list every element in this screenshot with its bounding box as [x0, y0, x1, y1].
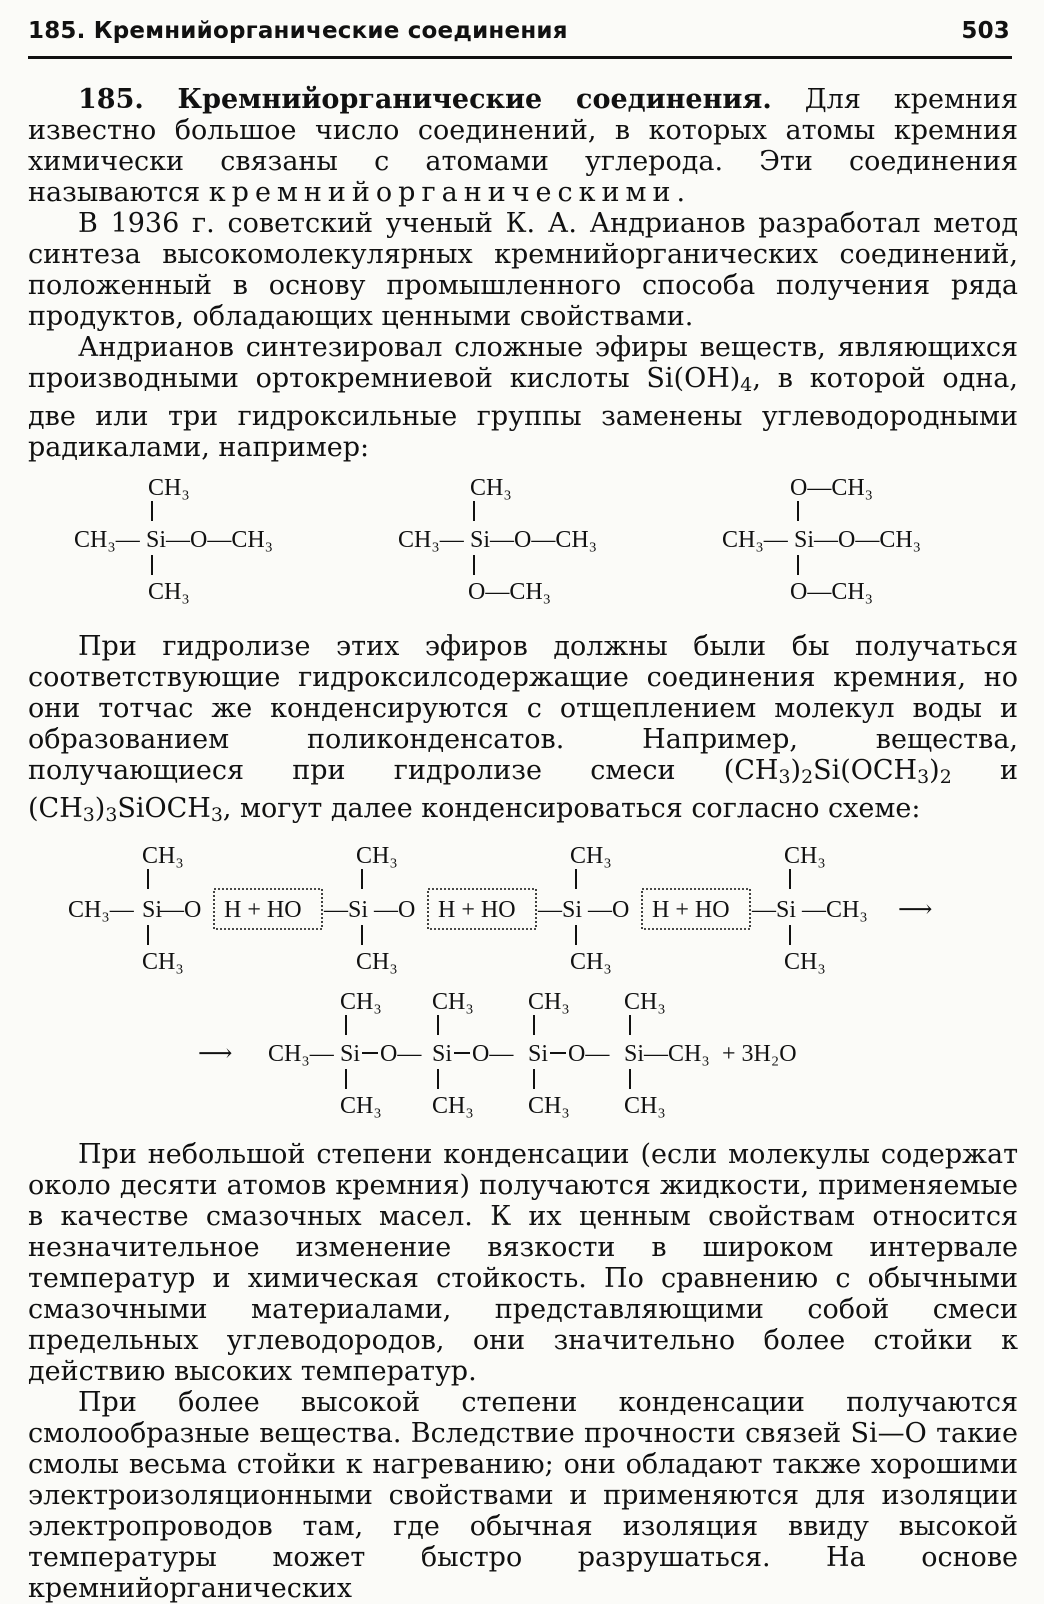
chem-label: CH₃ — [528, 989, 570, 1015]
hydrolysis-text: и (CH — [28, 755, 1018, 824]
chem-label: CH₃ — [570, 843, 612, 869]
ester-formulas — [28, 469, 1018, 619]
chem-label: CH₃— — [68, 897, 134, 923]
chem-label: Si — [528, 1041, 549, 1067]
chem-label: CH₃ — [432, 1093, 474, 1119]
chem-label: CH₃ — [340, 989, 382, 1015]
page-number: 503 — [961, 18, 1010, 44]
reaction-arrow: ⟶ — [898, 897, 933, 923]
chem-label: Si — [432, 1041, 453, 1067]
chem-label: + 3H₂O — [722, 1041, 797, 1067]
chem-label: O— — [380, 1041, 422, 1067]
esters-text-b: , в которой одна, две или три гидроксильные группы заменены углеводородными радикалами, например: — [28, 363, 1018, 463]
formula-methyltrimethoxysilane — [722, 475, 921, 605]
chem-label: CH₃ — [148, 579, 190, 605]
hydrolysis-text: ) — [790, 755, 802, 786]
hydrolysis-text: , могут далее конденсироваться согласно схеме: — [222, 793, 921, 824]
paragraph-esters — [28, 332, 1018, 463]
chem-label: CH₃ — [148, 475, 190, 501]
chem-label: H + HO — [224, 897, 302, 923]
intro-text: Для кремния известно большое число соединений, в которых атомы кремния химически связаны с атомами углерода. Эти соединения называются — [28, 84, 1018, 208]
condensation-scheme — [28, 837, 1018, 1127]
chem-label: CH₃— — [268, 1041, 334, 1067]
chem-label: Si — [794, 527, 815, 553]
section-title: 185. Кремнийорганические соединения. — [78, 84, 772, 115]
chem-label: O—CH₃ — [790, 579, 874, 605]
chem-label: O— — [568, 1041, 610, 1067]
subscript: 3 — [82, 804, 95, 826]
subscript: 3 — [105, 804, 118, 826]
chem-label: —Si — [324, 897, 369, 923]
chem-label: Si — [142, 897, 163, 923]
hydrolysis-text: SiOCH — [117, 793, 211, 824]
chem-label: O—CH₃ — [790, 475, 874, 501]
intro-end: . — [676, 177, 686, 208]
esters-text-a: Андрианов синтезировал сложные эфиры веществ, являющихся производными ортокремниевой кислоты Si(OH) — [28, 332, 1018, 394]
chem-label: —CH₃ — [644, 1041, 710, 1067]
condensation-scheme-svg — [28, 837, 1018, 1127]
subscript: 3 — [778, 766, 791, 788]
reaction-arrow: ⟶ — [198, 1041, 233, 1067]
chem-label: Si — [624, 1041, 645, 1067]
chem-label: CH₃ — [142, 949, 184, 975]
chem-label: —O—CH₃ — [166, 527, 274, 553]
chem-label: —CH₃ — [802, 897, 868, 923]
chem-label: —O — [588, 897, 630, 923]
chem-label: CH₃— — [398, 527, 464, 553]
hydrolysis-text: При гидролизе этих эфиров должны были бы получаться соответствующие гидроксилсодержащие соединения кремния, но они тотчас же конденсируются с отщеплением молекул воды и образованием поликонденсатов. Например, вещества, получающиеся при гидролизе смеси (CH — [28, 631, 1018, 786]
paragraph-resins: При более высокой степени конденсации получаются смолообразные вещества. Вследствие прочности связей Si—O такие смолы весьма стойки к нагреванию; они обладают также хорошими электроизоляционными свойствами и применяются для изоляции электропроводов там, где обычная изоляция ввиду высокой температуры может быстро разрушаться. На основе кремнийорганических — [28, 1387, 1018, 1604]
scheme-products — [198, 989, 797, 1119]
chem-label: —O—CH₃ — [490, 527, 598, 553]
chem-label: CH₃ — [432, 989, 474, 1015]
chem-label: CH₃ — [784, 843, 826, 869]
chem-label: —O — [160, 897, 202, 923]
esters-subscript: 4 — [740, 374, 753, 396]
chem-label: CH₃ — [784, 949, 826, 975]
chem-label: CH₃ — [624, 1093, 666, 1119]
chem-label: CH₃ — [624, 989, 666, 1015]
chem-label: H + HO — [652, 897, 730, 923]
paragraph-hydrolysis — [28, 631, 1018, 831]
hydrolysis-text: ) — [94, 793, 106, 824]
chem-label: Si — [470, 527, 491, 553]
formula-trimethylmethoxysilane — [74, 475, 273, 605]
chem-label: —O—CH₃ — [814, 527, 922, 553]
subscript: 3 — [917, 766, 930, 788]
chem-label: —Si — [538, 897, 583, 923]
chem-label: CH₃— — [722, 527, 788, 553]
chem-label: H + HO — [438, 897, 516, 923]
hydrolysis-text: Si(OCH — [813, 755, 918, 786]
paragraph-andrianov: В 1936 г. советский ученый К. А. Андрианов разработал метод синтеза высокомолекулярных кремнийорганических соединений, положенный в основу промышленного способа получения ряда продуктов, обладающих ценными свойствами. — [28, 208, 1018, 332]
chem-label: CH₃ — [356, 843, 398, 869]
chem-label: CH₃ — [570, 949, 612, 975]
chem-label: Si — [340, 1041, 361, 1067]
subscript: 3 — [210, 804, 223, 826]
chem-label: CH₃— — [74, 527, 140, 553]
chem-label: CH₃ — [340, 1093, 382, 1119]
spaced-term: кремнийорганическими — [208, 177, 677, 208]
paragraph-intro — [28, 84, 1018, 208]
subscript: 2 — [801, 766, 814, 788]
chem-label: O— — [472, 1041, 514, 1067]
chem-label: CH₃ — [356, 949, 398, 975]
ester-formulas-svg — [28, 469, 1018, 619]
formula-dimethyldimethoxysilane — [398, 475, 597, 605]
hydrolysis-text: ) — [929, 755, 940, 786]
running-head — [28, 18, 1010, 44]
chem-label: CH₃ — [528, 1093, 570, 1119]
chem-label: —Si — [752, 897, 797, 923]
chem-label: Si — [146, 527, 167, 553]
page-body — [28, 84, 1018, 1604]
scheme-reactants — [68, 843, 932, 975]
paragraph-lubricants: При небольшой степени конденсации (если молекулы содержат около десяти атомов кремния) получаются жидкости, применяемые в качестве смазочных масел. К их ценным свойствам относится незначительное изменение вязкости в широком интервале температур и химическая стойкость. По сравнению с обычными смазочными материалами, представляющими собой смеси предельных углеводородов, они значительно более стойки к действию высоких температур. — [28, 1139, 1018, 1387]
running-head-title: 185. Кремнийорганические соединения — [28, 18, 568, 44]
header-rule — [28, 56, 1012, 59]
chem-label: O—CH₃ — [468, 579, 552, 605]
chem-label: CH₃ — [470, 475, 512, 501]
subscript: 2 — [939, 766, 952, 788]
chem-label: —O — [374, 897, 416, 923]
chem-label: CH₃ — [142, 843, 184, 869]
